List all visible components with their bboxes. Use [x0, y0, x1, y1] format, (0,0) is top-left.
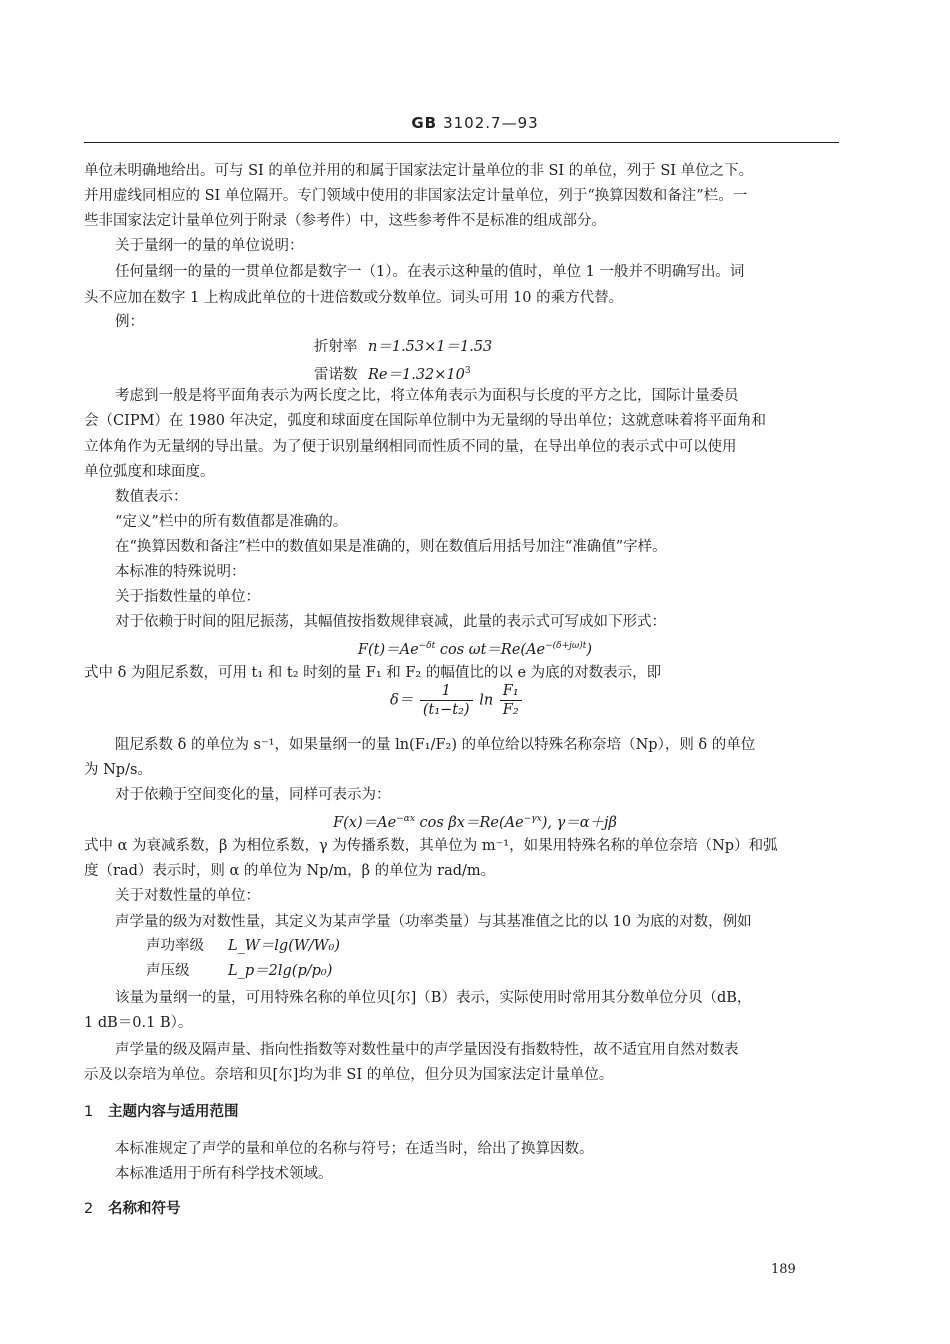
text-line: 本标准的特殊说明： [115, 564, 246, 580]
eq-part: ln [479, 692, 494, 709]
level-equation: L_W＝lg(W/W₀) [228, 938, 341, 954]
section-2-heading [84, 1199, 181, 1219]
eq-part: cos ωt＝Re(Ae [435, 642, 546, 658]
eq-exponent: −γx [523, 814, 542, 824]
standard-code: GB [411, 114, 438, 132]
text-line: 例： [115, 314, 144, 330]
standard-number: 3102.7—93 [443, 114, 539, 132]
text-line: 些非国家法定计量单位列于附录（参考件）中，这些参考件不是标准的组成部分。 [84, 213, 606, 229]
example-equation: Re＝1.32×10 [368, 367, 465, 383]
page-number: 189 [771, 1262, 796, 1277]
header-rule [84, 142, 839, 143]
text-line: 对于依赖于时间的阻尼振荡，其幅值按指数规律衰减，此量的表示式可写成如下形式： [115, 614, 666, 630]
eq-part: ) [586, 642, 593, 658]
text-line: 立体角作为无量纲的导出量。为了便于识别量纲相同而性质不同的量，在导出单位的表示式中可以使用 [84, 439, 737, 455]
eq-part: F(t)＝Ae [357, 642, 419, 658]
example-equation: n＝1.53×1＝1.53 [368, 339, 493, 355]
text-line: 关于量纲一的量的单位说明： [115, 238, 304, 254]
page-header [0, 114, 950, 132]
text-line: 阻尼系数 δ 的单位为 s⁻¹，如果量纲一的量 ln(F₁/F₂) 的单位给以特殊名称奈培（Np），则 δ 的单位 [115, 737, 756, 753]
eq-exponent: −δt [418, 641, 436, 651]
level-sound-pressure [146, 961, 332, 981]
equation-damping-coefficient [390, 682, 524, 726]
text-line: 该量为量纲一的量，可用特殊名称的单位贝[尔]（B）表示，实际使用时常用其分数单位分贝（dB， [115, 990, 752, 1006]
numerator: F₁ [500, 682, 522, 701]
level-sound-power [146, 936, 340, 956]
section-1-heading [84, 1102, 239, 1122]
text-line: 考虑到一般是将平面角表示为两长度之比，将立体角表示为面积与长度的平方之比，国际计量委员 [115, 388, 739, 404]
text-line: 式中 δ 为阻尼系数，可用 t₁ 和 t₂ 时刻的量 F₁ 和 F₂ 的幅值比的以 e 为底的对数表示，即 [84, 665, 662, 681]
section-title: 名称和符号 [108, 1201, 181, 1217]
level-label: 声功率级 [146, 938, 204, 954]
text-line: 度（rad）表示时，则 α 的单位为 Np/m，β 的单位为 rad/m。 [84, 863, 496, 879]
section-title: 主题内容与适用范围 [108, 1104, 239, 1120]
text-line: 对于依赖于空间变化的量，同样可表示为： [115, 787, 391, 803]
text-line: 单位弧度和球面度。 [84, 464, 215, 480]
example-label: 折射率 [314, 339, 358, 355]
exponent: 3 [464, 366, 471, 376]
eq-part: δ＝ [390, 692, 414, 709]
equation-space-damping [0, 809, 950, 833]
eq-part: cos βx＝Re(Ae [414, 815, 524, 831]
eq-part: F(x)＝Ae [333, 815, 397, 831]
text-line: 示及以奈培为单位。奈培和贝[尔]均为非 SI 的单位，但分贝为国家法定计量单位。 [84, 1067, 614, 1083]
level-equation: L_p＝2lg(p/p₀) [228, 963, 333, 979]
section-number: 2 [84, 1201, 94, 1217]
fraction [420, 682, 473, 719]
text-line: 关于对数性量的单位： [115, 888, 260, 904]
example-label: 雷诺数 [314, 367, 358, 383]
text-line: 任何量纲一的量的一贯单位都是数字一（1）。在表示这种量的值时，单位 1 一般并不明确写出。词 [115, 264, 745, 280]
level-label: 声压级 [146, 963, 190, 979]
text-line: 声学量的级及隔声量、指向性指数等对数性量中的声学量因没有指数特性，故不适宜用自然对数表 [115, 1042, 739, 1058]
section-number: 1 [84, 1104, 94, 1120]
example-reynolds-number [314, 361, 471, 385]
text-line: 式中 α 为衰减系数，β 为相位系数，γ 为传播系数，其单位为 m⁻¹，如果用特殊名称的单位奈培（Np）和弧 [84, 838, 778, 854]
fraction [500, 682, 522, 719]
equation-time-damping [0, 636, 950, 660]
eq-exponent: −αx [396, 814, 415, 824]
text-line: 本标准规定了声学的量和单位的名称与符号；在适当时，给出了换算因数。 [115, 1141, 594, 1157]
denominator: F₂ [502, 702, 519, 718]
text-line: 为 Np/s。 [84, 762, 152, 778]
eq-part: ), γ＝α＋jβ [541, 815, 617, 831]
text-line: 并用虚线同相应的 SI 单位隔开。专门领域中使用的非国家法定计量单位，列于“换算因数和备注”栏。一 [84, 188, 748, 204]
eq-exponent: −(δ+jω)t [545, 641, 587, 651]
text-line: 1 dB＝0.1 B）。 [84, 1015, 193, 1031]
text-line: 声学量的级为对数性量，其定义为某声学量（功率类量）与其基准值之比的以 10 为底的对数，例如 [115, 914, 752, 930]
numerator: 1 [420, 682, 473, 701]
text-line: 单位未明确地给出。可与 SI 的单位并用的和属于国家法定计量单位的非 SI 的单位，列于 SI 单位之下。 [84, 163, 754, 179]
text-line: 数值表示： [115, 489, 188, 505]
text-line: 关于指数性量的单位： [115, 589, 260, 605]
text-line: 本标准适用于所有科学技术领域。 [115, 1166, 333, 1182]
example-refractive-index [314, 337, 492, 357]
text-line: 头不应加在数字 1 上构成此单位的十进倍数或分数单位。词头可用 10 的乘方代替。 [84, 290, 624, 306]
text-line: 会（CIPM）在 1980 年决定，弧度和球面度在国际单位制中为无量纲的导出单位；这就意味着将平面角和 [84, 413, 767, 429]
denominator: (t₁−t₂) [422, 702, 470, 718]
text-line: 在“换算因数和备注”栏中的数值如果是准确的，则在数值后用括号加注“准确值”字样。 [115, 539, 667, 555]
text-line: “定义”栏中的所有数值都是准确的。 [115, 514, 348, 530]
